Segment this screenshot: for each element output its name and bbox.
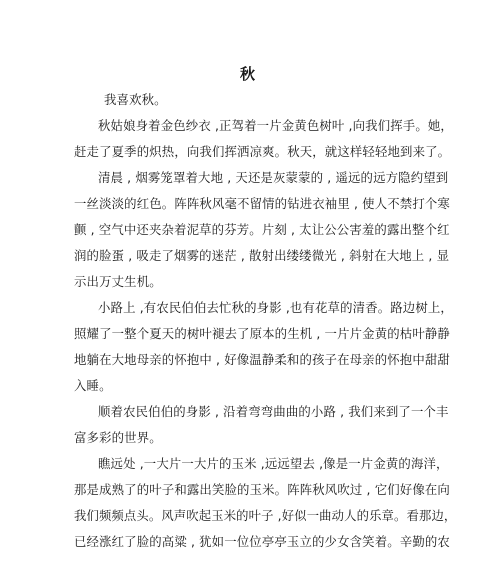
text-line: 已经涨红了脸的高粱 , 犹如一位位亭亭玉立的少女含笑着。辛勤的农 [74,534,450,549]
text-line: 秋姑娘身着金色纱衣 ,正驾着一片金黄色树叶 ,向我们挥手。她， [98,118,453,133]
text-line: 入睡。 [74,378,112,393]
text-line: 那是成熟了的叶子和露出笑脸的玉米。阵阵秋风吹过 , 它们好像在向 [74,482,450,497]
text-line: 小路上 ,有农民伯伯去忙秋的身影 ,也有花草的清香。路边树上， [98,300,453,315]
text-line: 我们频频点头。风声吹起玉米的叶子 ,好似一曲动人的乐章。看那边， [74,508,457,523]
text-line: 一丝淡淡的红色。阵阵秋风毫不留情的钻进衣袖里 , 使人不禁打个寒 [74,196,450,211]
document-title: 秋 [239,65,256,83]
text-line: 颤 , 空气中还夹杂着泥草的芬芳。片刻 , 太让公公害羞的露出整个红 [74,222,450,237]
text-line: 富多彩的世界。 [74,430,162,445]
text-line: 清晨 , 烟雾笼罩着大地 , 天还是灰蒙蒙的 , 遥远的远方隐约望到 [98,170,449,185]
text-line: 地躺在大地母亲的怀抱中 , 好像温静柔和的孩子在母亲的怀抱中甜甜 [74,352,450,367]
text-line: 照耀了一整个夏天的树叶褪去了原本的生机 , 一片片金黄的枯叶静静 [74,326,450,341]
text-line: 润的脸蛋 , 吸走了烟雾的迷茫 , 散射出缕缕微光 , 斜射在大地上 , 显 [74,248,450,263]
text-line: 瞧远处 ,一大片一大片的玉米 ,远远望去 ,像是一片金黄的海洋， [98,456,449,471]
text-line: 顺着农民伯伯的身影 , 沿着弯弯曲曲的小路 , 我们来到了一个丰 [98,404,449,419]
text-line: 赶走了夏季的炽热，向我们挥洒凉爽。秋天，就这样轻轻地到来了。 [74,144,451,159]
text-line: 我喜欢秋。 [104,92,167,107]
text-line: 示出万丈生机。 [74,274,162,289]
